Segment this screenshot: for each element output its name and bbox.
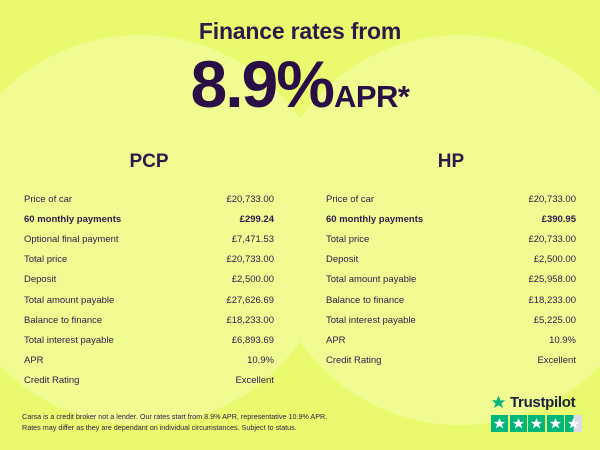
table-row	[326, 229, 576, 249]
row-label: Price of car	[24, 193, 73, 205]
row-label: Total price	[326, 233, 370, 245]
row-value: 10.9%	[549, 334, 576, 346]
row-label: APR	[326, 334, 346, 346]
row-value: £7,471.53	[231, 233, 274, 245]
star-icon	[510, 415, 527, 432]
row-label: Balance to finance	[24, 314, 103, 326]
disclaimer-line-1: Carsa is a credit broker not a lender. Our rates start from 8.9% APR, representative 10.9% APR.	[22, 412, 328, 422]
row-label: Credit Rating	[24, 375, 80, 387]
table-row	[24, 229, 274, 249]
table-row	[24, 209, 274, 229]
table-row	[24, 250, 274, 270]
row-value: Excellent	[537, 355, 576, 367]
row-value: £20,733.00	[226, 254, 274, 266]
trustpilot-stars	[491, 415, 582, 432]
table-row	[24, 189, 274, 209]
row-label: Total amount payable	[326, 274, 417, 286]
table-row	[326, 351, 576, 371]
row-label: Deposit	[24, 274, 57, 286]
table-row	[326, 310, 576, 330]
page-title: Finance rates from	[198, 18, 402, 44]
row-value: £20,733.00	[226, 193, 274, 205]
star-half-icon	[565, 415, 582, 432]
trustpilot-logo	[491, 394, 582, 411]
pcp-column	[0, 151, 300, 391]
disclaimer-line-2: Rates may differ as they are dependant on individual circumstances. Subject to status.	[22, 423, 297, 433]
table-row	[326, 270, 576, 290]
row-label: Total interest payable	[24, 334, 114, 346]
rate-value: 8.9%	[190, 47, 333, 121]
row-label: Deposit	[326, 254, 359, 266]
pcp-title: PCP	[129, 151, 169, 172]
star-icon	[528, 415, 545, 432]
trustpilot-rating[interactable]	[491, 394, 582, 432]
row-value: £20,733.00	[528, 233, 576, 245]
trustpilot-name: Trustpilot	[510, 394, 576, 411]
hp-column	[300, 151, 600, 391]
row-value: £18,233.00	[226, 314, 274, 326]
table-row	[326, 250, 576, 270]
row-label: Optional final payment	[24, 233, 119, 245]
trustpilot-star-icon	[491, 395, 506, 410]
row-label: Balance to finance	[326, 294, 405, 306]
finance-comparison	[0, 151, 600, 391]
table-row	[24, 290, 274, 310]
hp-title: HP	[437, 151, 465, 172]
row-value: £299.24	[239, 213, 274, 225]
row-value: £5,225.00	[533, 314, 576, 326]
row-label: 60 monthly payments	[24, 213, 122, 225]
table-row	[24, 351, 274, 371]
disclaimer	[22, 412, 402, 434]
table-row	[326, 290, 576, 310]
row-value: £390.95	[541, 213, 576, 225]
row-label: 60 monthly payments	[326, 213, 424, 225]
table-row	[326, 209, 576, 229]
row-value: Excellent	[235, 375, 274, 387]
row-value: £27,626.69	[226, 294, 274, 306]
table-row	[24, 270, 274, 290]
table-row	[326, 189, 576, 209]
table-row	[24, 330, 274, 350]
table-row	[24, 310, 274, 330]
row-value: £18,233.00	[528, 294, 576, 306]
row-value: £6,893.69	[231, 334, 274, 346]
row-label: Total interest payable	[326, 314, 416, 326]
row-value: £2,500.00	[533, 254, 576, 266]
table-row	[326, 330, 576, 350]
row-label: APR	[24, 355, 44, 367]
star-icon	[491, 415, 508, 432]
row-label: Price of car	[326, 193, 375, 205]
rate-apr-suffix: APR*	[333, 79, 410, 114]
table-row	[24, 371, 274, 391]
row-value: 10.9%	[247, 355, 274, 367]
row-label: Total price	[24, 254, 68, 266]
row-value: £2,500.00	[231, 274, 274, 286]
row-label: Credit Rating	[326, 355, 382, 367]
row-value: £20,733.00	[528, 193, 576, 205]
headline-rate	[0, 47, 600, 121]
row-label: Total amount payable	[24, 294, 115, 306]
star-icon	[547, 415, 564, 432]
row-value: £25,958.00	[528, 274, 576, 286]
